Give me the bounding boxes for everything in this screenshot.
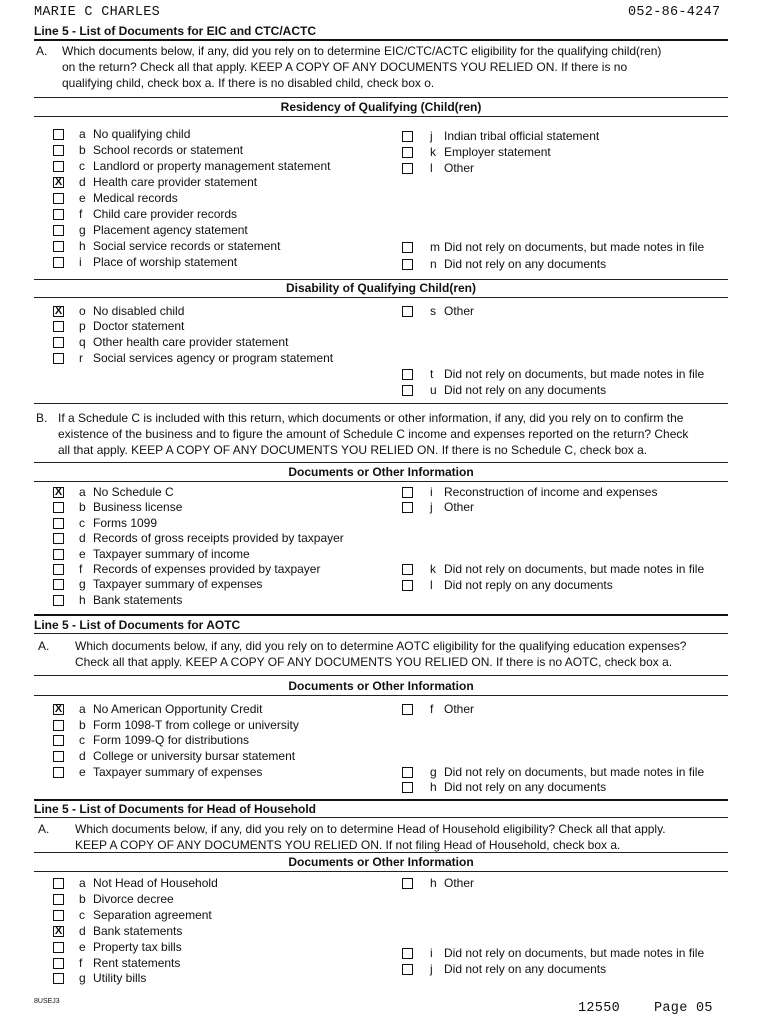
option-letter: g: [79, 577, 86, 591]
eic-question-line: Which documents below, if any, did you rely on to determine EIC/CTC/ACTC eligibility for the qualifying child(ren): [62, 44, 662, 58]
aotc-question-line: Check all that apply. KEEP A COPY OF ANY DOCUMENTS YOU RELIED ON. If there is no AOTC, check box a.: [75, 655, 673, 669]
option-label: College or university bursar statement: [93, 749, 296, 763]
option-e: [79, 192, 178, 204]
divider: [34, 852, 728, 853]
checkbox-g[interactable]: [53, 973, 64, 984]
checkbox-c[interactable]: [53, 161, 64, 172]
checkbox-f[interactable]: [402, 704, 413, 715]
option-letter: e: [79, 191, 86, 205]
option-letter: h: [430, 876, 437, 890]
option-label: Did not rely on any documents: [444, 962, 607, 976]
option-c: [79, 517, 157, 529]
option-letter: a: [79, 485, 86, 499]
option-letter: e: [79, 940, 86, 954]
checkbox-f[interactable]: [53, 564, 64, 575]
option-label: School records or statement: [93, 143, 244, 157]
hoh-section-title: Documents or Other Information: [288, 855, 474, 869]
divider: [34, 799, 728, 801]
checkbox-k[interactable]: [402, 564, 413, 575]
checkbox-t[interactable]: [402, 369, 413, 380]
option-i: [430, 486, 657, 498]
option-label: No disabled child: [93, 304, 185, 318]
option-letter: n: [430, 257, 437, 271]
option-letter: t: [430, 367, 434, 381]
option-letter: s: [430, 304, 436, 318]
divider: [34, 675, 728, 676]
option-letter: c: [79, 733, 85, 747]
option-label: Placement agency statement: [93, 223, 248, 237]
taxpayer-name: MARIE C CHARLES: [34, 5, 161, 20]
checkbox-d[interactable]: X: [54, 176, 63, 188]
option-d: [79, 532, 344, 544]
option-letter: m: [430, 240, 440, 254]
option-letter: r: [79, 351, 83, 365]
option-label: Form 1098-T from college or university: [93, 718, 299, 732]
checkbox-s[interactable]: [402, 306, 413, 317]
option-label: Rent statements: [93, 956, 181, 970]
option-letter: b: [79, 718, 86, 732]
divider: [34, 817, 728, 818]
option-g: [79, 972, 146, 984]
option-label: Child care provider records: [93, 207, 238, 221]
checkbox-h[interactable]: [53, 595, 64, 606]
option-letter: k: [430, 145, 436, 159]
option-label: Place of worship statement: [93, 255, 238, 269]
checkbox-e[interactable]: [53, 549, 64, 560]
option-n: [430, 258, 606, 270]
checkbox-d[interactable]: [53, 533, 64, 544]
option-letter: j: [430, 962, 433, 976]
residency-section-title: Residency of Qualifying (Child(ren): [280, 100, 482, 114]
option-label: Taxpayer summary of expenses: [93, 765, 263, 779]
checkbox-b[interactable]: [53, 720, 64, 731]
footer-page: Page 05: [654, 1001, 713, 1016]
schedc-question-letter: B.: [36, 411, 48, 425]
option-i: [79, 256, 237, 268]
checkbox-r[interactable]: [53, 353, 64, 364]
checkbox-c[interactable]: [53, 735, 64, 746]
option-letter: f: [79, 207, 83, 221]
option-d: [79, 925, 182, 937]
option-a: [79, 128, 190, 140]
divider: [34, 97, 728, 98]
disability-section-title: Disability of Qualifying Child(ren): [285, 281, 476, 295]
option-label: Did not rely on any documents: [444, 383, 607, 397]
option-label: Did not reply on any documents: [444, 578, 613, 592]
option-c: [79, 160, 330, 172]
checkbox-h[interactable]: [402, 782, 413, 793]
checkbox-q[interactable]: [53, 337, 64, 348]
option-letter: c: [79, 908, 85, 922]
option-label: Forms 1099: [93, 516, 158, 530]
option-letter: a: [79, 876, 86, 890]
option-label: Did not rely on documents, but made notes in file: [444, 367, 705, 381]
option-label: Did not rely on documents, but made notes in file: [444, 562, 705, 576]
option-label: Bank statements: [93, 924, 183, 938]
option-letter: q: [79, 335, 86, 349]
option-letter: f: [79, 956, 83, 970]
option-letter: j: [430, 500, 433, 514]
divider: [34, 481, 728, 482]
option-letter: d: [79, 924, 86, 938]
option-letter: d: [79, 531, 86, 545]
option-b: [79, 501, 182, 513]
checkbox-f[interactable]: [53, 209, 64, 220]
option-f: [430, 703, 474, 715]
divider: [34, 633, 728, 634]
option-j: [430, 963, 606, 975]
option-g: [430, 766, 704, 778]
option-letter: h: [430, 780, 437, 794]
option-e: [79, 941, 182, 953]
checkbox-j[interactable]: [402, 502, 413, 513]
option-k: [430, 146, 551, 158]
checkbox-e[interactable]: [53, 942, 64, 953]
divider: [34, 871, 728, 872]
checkbox-c[interactable]: [53, 518, 64, 529]
option-label: Separation agreement: [93, 908, 212, 922]
option-g: [79, 578, 262, 590]
option-label: Indian tribal official statement: [444, 129, 600, 143]
checkbox-b[interactable]: [53, 145, 64, 156]
divider: [34, 695, 728, 696]
option-label: Property tax bills: [93, 940, 182, 954]
option-label: Bank statements: [93, 593, 183, 607]
option-label: Other: [444, 702, 475, 716]
option-c: [79, 734, 249, 746]
option-letter: a: [79, 127, 86, 141]
option-label: Did not rely on documents, but made notes in file: [444, 765, 705, 779]
option-f: [79, 563, 320, 575]
checkbox-i[interactable]: [53, 257, 64, 268]
option-letter: b: [79, 892, 86, 906]
option-letter: g: [430, 765, 437, 779]
option-label: Not Head of Household: [93, 876, 218, 890]
eic-question-letter: A.: [36, 44, 48, 58]
option-a: [79, 877, 218, 889]
option-label: Did not rely on any documents: [444, 257, 607, 271]
option-q: [79, 336, 288, 348]
option-letter: f: [79, 562, 83, 576]
checkbox-d[interactable]: X: [54, 925, 63, 937]
option-label: Health care provider statement: [93, 175, 258, 189]
checkbox-n[interactable]: [402, 259, 413, 270]
option-s: [430, 305, 474, 317]
option-label: Other: [444, 304, 475, 318]
option-label: Social services agency or program statement: [93, 351, 334, 365]
eic-line-title: Line 5 - List of Documents for EIC and CTC/ACTC: [34, 24, 317, 38]
form-code: 8USEJ3: [34, 998, 60, 1005]
option-label: Records of expenses provided by taxpayer: [93, 562, 321, 576]
option-p: [79, 320, 184, 332]
option-label: Did not rely on documents, but made notes in file: [444, 240, 705, 254]
divider: [34, 297, 728, 298]
checkbox-e[interactable]: [53, 193, 64, 204]
checkbox-o[interactable]: X: [54, 305, 63, 317]
option-label: Other: [444, 876, 475, 890]
option-i: [430, 947, 704, 959]
footer-number: 12550: [578, 1001, 621, 1016]
option-h: [430, 877, 474, 889]
divider: [34, 462, 728, 463]
checkbox-g[interactable]: [402, 767, 413, 778]
option-u: [430, 384, 606, 396]
divider: [34, 39, 728, 41]
option-e: [79, 548, 250, 560]
checkbox-a[interactable]: X: [54, 486, 63, 498]
aotc-line-title: Line 5 - List of Documents for AOTC: [34, 618, 241, 632]
checkbox-j[interactable]: [402, 964, 413, 975]
checkbox-h[interactable]: [53, 241, 64, 252]
option-h: [430, 781, 606, 793]
checkbox-a[interactable]: [53, 878, 64, 889]
option-letter: p: [79, 319, 86, 333]
option-letter: e: [79, 547, 86, 561]
option-letter: u: [430, 383, 437, 397]
option-letter: o: [79, 304, 86, 318]
schedc-question-line: existence of the business and to figure the amount of Schedule C income and expenses reported on the return? Check: [58, 427, 689, 441]
option-letter: d: [79, 749, 86, 763]
hoh-line-title: Line 5 - List of Documents for Head of Household: [34, 802, 317, 816]
checkbox-g[interactable]: [53, 225, 64, 236]
option-label: Landlord or property management statement: [93, 159, 331, 173]
option-j: [430, 501, 474, 513]
option-label: Social service records or statement: [93, 239, 281, 253]
option-e: [79, 766, 262, 778]
option-letter: f: [430, 702, 434, 716]
checkbox-c[interactable]: [53, 910, 64, 921]
checkbox-l[interactable]: [402, 163, 413, 174]
option-b: [79, 893, 174, 905]
option-c: [79, 909, 212, 921]
checkbox-e[interactable]: [53, 767, 64, 778]
option-label: Doctor statement: [93, 319, 185, 333]
checkbox-p[interactable]: [53, 321, 64, 332]
checkbox-b[interactable]: [53, 894, 64, 905]
divider: [34, 403, 728, 404]
option-letter: g: [79, 223, 86, 237]
option-label: Taxpayer summary of income: [93, 547, 250, 561]
schedc-question-line: If a Schedule C is included with this return, which documents or other information, if any, did you rely on to confirm the: [58, 411, 684, 425]
option-d: [79, 750, 295, 762]
eic-question-line: on the return? Check all that apply. KEEP A COPY OF ANY DOCUMENTS YOU RELIED ON. If there is no: [62, 60, 628, 74]
option-label: No American Opportunity Credit: [93, 702, 263, 716]
option-h: [79, 594, 182, 606]
aotc-question-line: Which documents below, if any, did you rely on to determine AOTC eligibility for the qualifying education expenses?: [75, 639, 687, 653]
option-label: Form 1099-Q for distributions: [93, 733, 250, 747]
option-label: Utility bills: [93, 971, 147, 985]
option-letter: h: [79, 239, 86, 253]
option-letter: i: [79, 255, 82, 269]
option-letter: a: [79, 702, 86, 716]
option-t: [430, 368, 704, 380]
option-label: Other: [444, 500, 475, 514]
checkbox-k[interactable]: [402, 147, 413, 158]
option-label: Did not rely on any documents: [444, 780, 607, 794]
option-l: [430, 162, 474, 174]
option-b: [79, 719, 299, 731]
checkbox-d[interactable]: [53, 751, 64, 762]
option-letter: i: [430, 485, 433, 499]
option-label: Business license: [93, 500, 183, 514]
option-letter: l: [430, 578, 433, 592]
option-label: No Schedule C: [93, 485, 174, 499]
taxpayer-ssn: 052-86-4247: [628, 5, 721, 20]
option-letter: l: [430, 161, 433, 175]
option-f: [79, 208, 237, 220]
checkbox-a[interactable]: [53, 129, 64, 140]
option-j: [430, 130, 599, 142]
option-letter: c: [79, 159, 85, 173]
option-a: [79, 486, 174, 498]
aotc-section-title: Documents or Other Information: [288, 679, 474, 693]
checkbox-f[interactable]: [53, 958, 64, 969]
option-label: Did not rely on documents, but made notes in file: [444, 946, 705, 960]
option-letter: i: [430, 946, 433, 960]
hoh-question-letter: A.: [38, 822, 50, 836]
option-label: Other: [444, 161, 475, 175]
checkbox-i[interactable]: [402, 948, 413, 959]
option-letter: e: [79, 765, 86, 779]
option-label: Records of gross receipts provided by taxpayer: [93, 531, 344, 545]
option-letter: b: [79, 500, 86, 514]
checkbox-a[interactable]: X: [54, 703, 63, 715]
option-label: Reconstruction of income and expenses: [444, 485, 658, 499]
option-label: Other health care provider statement: [93, 335, 289, 349]
option-b: [79, 144, 243, 156]
option-letter: j: [430, 129, 433, 143]
schedc-question-line: all that apply. KEEP A COPY OF ANY DOCUMENTS YOU RELIED ON. If there is no Schedule C, check box a.: [58, 443, 648, 457]
option-label: Divorce decree: [93, 892, 174, 906]
hoh-question-line: Which documents below, if any, did you rely on to determine Head of Household eligibility? Check all that apply.: [75, 822, 666, 836]
option-letter: g: [79, 971, 86, 985]
option-label: No qualifying child: [93, 127, 191, 141]
checkbox-i[interactable]: [402, 487, 413, 498]
option-label: Employer statement: [444, 145, 551, 159]
option-m: [430, 241, 704, 253]
checkbox-u[interactable]: [402, 385, 413, 396]
option-label: Taxpayer summary of expenses: [93, 577, 263, 591]
option-l: [430, 579, 613, 591]
checkbox-b[interactable]: [53, 502, 64, 513]
checkbox-l[interactable]: [402, 580, 413, 591]
option-d: [79, 176, 257, 188]
checkbox-m[interactable]: [402, 242, 413, 253]
option-letter: b: [79, 143, 86, 157]
aotc-question-letter: A.: [38, 639, 50, 653]
option-f: [79, 957, 180, 969]
option-letter: d: [79, 175, 86, 189]
option-r: [79, 352, 333, 364]
option-letter: c: [79, 516, 85, 530]
option-o: [79, 305, 184, 317]
divider: [34, 116, 728, 117]
option-h: [79, 240, 280, 252]
option-letter: k: [430, 562, 436, 576]
option-k: [430, 563, 704, 575]
option-g: [79, 224, 248, 236]
checkbox-j[interactable]: [402, 131, 413, 142]
option-letter: h: [79, 593, 86, 607]
option-label: Medical records: [93, 191, 178, 205]
checkbox-g[interactable]: [53, 579, 64, 590]
checkbox-h[interactable]: [402, 878, 413, 889]
divider: [34, 279, 728, 280]
hoh-question-line: KEEP A COPY OF ANY DOCUMENTS YOU RELIED ON. If not filing Head of Household, check box a.: [75, 838, 621, 852]
schedc-section-title: Documents or Other Information: [288, 465, 474, 479]
eic-question-line: qualifying child, check box a. If there is no disabled child, check box o.: [62, 76, 435, 90]
divider: [34, 614, 728, 616]
option-a: [79, 703, 262, 715]
